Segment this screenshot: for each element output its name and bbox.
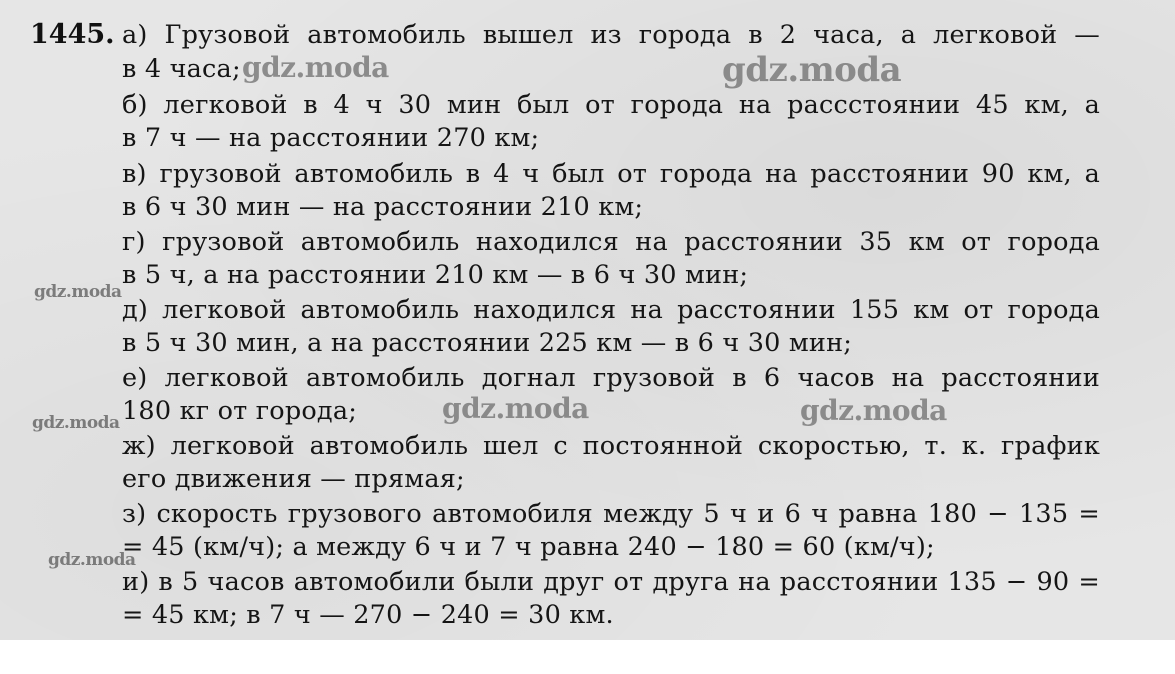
watermark: gdz.moda — [32, 413, 120, 433]
answer-line: в 5 ч, а на расстоянии 210 км — в 6 ч 30 мин; — [122, 260, 749, 290]
watermark: gdz.moda — [242, 51, 389, 84]
problem-number: 1445. — [30, 19, 115, 50]
watermark: gdz.moda — [800, 394, 947, 427]
answer-line: в 6 ч 30 мин — на расстоянии 210 км; — [122, 192, 644, 222]
answer-line: г) грузовой автомобиль находился на расстоянии 35 км от города — [122, 227, 1100, 257]
answer-line: е) легковой автомобиль догнал грузовой в 6 часов на расстоянии — [122, 363, 1100, 393]
answer-line: в) грузовой автомобиль в 4 ч был от города на расстоянии 90 км, а — [122, 159, 1100, 189]
watermark: gdz.moda — [722, 50, 902, 90]
answer-line: в 5 ч 30 мин, а на расстоянии 225 км — в 6 ч 30 мин; — [122, 328, 853, 358]
answer-line: 180 кг от города; — [122, 396, 358, 426]
answer-line: в 4 часа; — [122, 54, 241, 84]
answer-line: з) скорость грузового автомобиля между 5 ч и 6 ч равна 180 − 135 = — [122, 499, 1100, 529]
watermark: gdz.moda — [442, 392, 589, 425]
answer-line: его движения — прямая; — [122, 464, 465, 494]
answer-line: в 7 ч — на расстоянии 270 км; — [122, 123, 540, 153]
page-bottom-margin — [0, 640, 1175, 674]
answer-line: б) легковой в 4 ч 30 мин был от города на рассстоянии 45 км, а — [122, 90, 1100, 120]
answer-line: = 45 (км/ч); а между 6 ч и 7 ч равна 240 − 180 = 60 (км/ч); — [122, 532, 935, 562]
answer-line: а) Грузовой автомобиль вышел из города в 2 часа, а легковой — — [122, 20, 1100, 50]
watermark: gdz.moda — [48, 550, 136, 570]
answer-line: и) в 5 часов автомобили были друг от друга на расстоянии 135 − 90 = — [122, 567, 1100, 597]
watermark: gdz.moda — [34, 282, 122, 302]
answer-line: ж) легковой автомобиль шел с постоянной скоростью, т. к. график — [122, 431, 1100, 461]
answer-line: д) легковой автомобиль находился на расстоянии 155 км от города — [122, 295, 1100, 325]
answer-line: = 45 км; в 7 ч — 270 − 240 = 30 км. — [122, 600, 614, 630]
